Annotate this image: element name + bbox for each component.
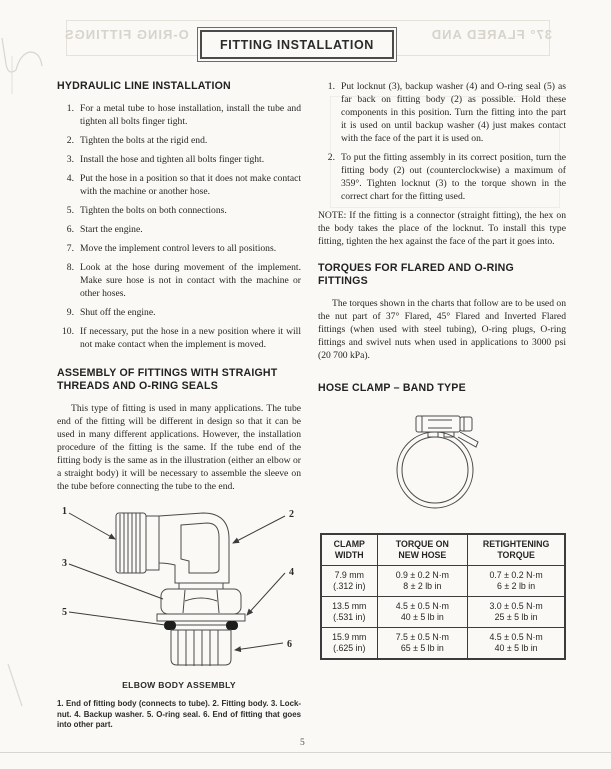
cell-line: 15.9 mm [332,632,367,642]
table-row [321,597,565,628]
callout-4: 4 [289,567,294,578]
step-text: Install the hose and tighten all bolts finger tight. [80,154,265,165]
cell-retightening-torque [468,566,565,597]
step-number: 5. [66,205,74,216]
scan-bottom-edge [0,752,611,753]
step-number: 7. [66,243,74,254]
list-item [57,204,301,217]
cell-clamp-width [321,566,377,597]
step-text: Move the implement control levers to all positions. [80,243,277,254]
clamp-screw-housing [416,416,478,447]
step-text: Tighten the bolts on both connections. [80,205,227,216]
cell-line: 3.0 ± 0.5 N·m [489,601,543,611]
list-item [318,151,566,203]
hose-clamp-illustration [372,404,512,516]
list-item [57,325,301,351]
clamp-torque-table [320,533,566,660]
list-item [57,261,301,300]
callout-3: 3 [62,558,67,569]
bleed-fragment-right: 37° FLARED AND [430,27,552,42]
fitting-tube-end [116,513,159,573]
step-number: 10. [62,326,74,337]
cell-line: (.531 in) [333,612,366,622]
o-ring-seal [164,621,238,630]
step-number: 1. [327,81,335,92]
heading-torques-flared-oring: TORQUES FOR FLARED AND O-RING FITTINGS [318,262,514,287]
step-text: If necessary, put the hose in a new position where it will not make contact when the implement is moved. [80,326,301,350]
step-text: To put the fitting assembly in its correct position, turn the fitting body (2) out (counterclockwise) a maximum of 359°. Tighten locknut (3) to the torque shown in the correct chart for the fitting used. [341,152,566,202]
list-item [57,134,301,147]
cell-torque-new-hose [377,566,468,597]
cell-line: 7.9 mm [334,570,364,580]
left-column [57,80,301,731]
list-item [57,153,301,166]
header-line: RETIGHTENING [482,539,550,549]
step-number: 3. [66,154,74,165]
cell-line: 40 ± 5 lb in [494,643,538,653]
right-column [318,80,566,660]
scan-mark-bottom-left [4,662,28,708]
cell-torque-new-hose [377,597,468,628]
list-item [318,80,566,145]
fitting-body [159,513,229,583]
list-item [57,306,301,319]
cell-line: 25 ± 5 lb in [494,612,538,622]
cell-line: 0.9 ± 0.2 N·m [395,570,449,580]
step-number: 2. [327,152,335,163]
header-line: CLAMP [333,539,365,549]
elbow-figure [57,503,301,731]
assembly-paragraph: This type of fitting is used in many applications. The tube end of the fitting will be different in design so that it can be used in many different applications. However, the installation procedure of the fitting is the same. If the tube end of the fitting body is the same as in the illustration (either an elbow or a straight body) it will be necessary to assemble the sleeve on the tube before connecting the tube to the end. [57,403,301,492]
cell-line: 7.5 ± 0.5 N·m [395,632,449,642]
cell-clamp-width [321,597,377,628]
cell-line: 65 ± 5 lb in [400,643,444,653]
step-number: 6. [66,224,74,235]
torques-paragraph: The torques shown in the charts that follow are to be used on the nut part of 37° Flared, 45° Flared and Inverted Flared fittings (when used with steel tubing), O-ring plugs, O-ring fittings and swivel nuts when used in applications to 3000 psi (20 700 kPa). [318,298,566,361]
callout-6: 6 [287,639,292,650]
cell-retightening-torque [468,597,565,628]
list-item [57,223,301,236]
callout-2: 2 [289,509,294,520]
col-header-retightening-torque [468,534,565,566]
cell-line: 4.5 ± 0.5 N·m [489,632,543,642]
cell-line: (.625 in) [333,643,366,653]
cell-line: 4.5 ± 0.5 N·m [395,601,449,611]
fitting-threaded-end [171,630,231,666]
step-number: 4. [66,173,74,184]
cell-torque-new-hose [377,628,468,660]
cell-line: 40 ± 5 lb in [400,612,444,622]
step-text: For a metal tube to hose installation, install the tube and tighten all bolts finger tight. [80,103,301,127]
step-number: 2. [66,135,74,146]
header-line: WIDTH [334,550,364,560]
page-title-box [197,27,397,62]
header-line: NEW HOSE [398,550,447,560]
callout-1: 1 [62,506,67,517]
header-line: TORQUE ON [395,539,449,549]
elbow-assembly-illustration [57,503,301,671]
fitting-neck [179,583,223,589]
cell-line: 0.7 ± 0.2 N·m [489,570,543,580]
hydraulic-steps-list [57,102,301,351]
heading-hydraulic-line-installation: HYDRAULIC LINE INSTALLATION [57,80,231,92]
hose-clamp-figure [318,404,566,521]
cell-clamp-width [321,628,377,660]
cell-line: 8 ± 2 lb in [403,581,442,591]
locknut [161,589,241,614]
table-row [321,628,565,660]
step-number: 8. [66,262,74,273]
table-row [321,566,565,597]
page-title: FITTING INSTALLATION [200,30,394,59]
scan-mark-top-left [0,36,46,96]
header-line: TORQUE [497,550,535,560]
figure-caption: ELBOW BODY ASSEMBLY [122,680,236,690]
list-item [57,242,301,255]
step-text: Shut off the engine. [80,307,156,318]
note-paragraph: NOTE: If the fitting is a connector (straight fitting), the hex on the body takes the place of the locknut. To install this type fitting, tighten the hex against the face of the part it goes into. [318,210,566,247]
heading-hose-clamp-band-type: HOSE CLAMP – BAND TYPE [318,382,466,394]
cell-line: 13.5 mm [332,601,367,611]
step-text: Put locknut (3), backup washer (4) and O-ring seal (5) as far back on fitting body (2) as possible. Hold these components in this position. Turn the fitting into the part it is used on until backup washer (4) just makes contact with the face of the part it is used on. [341,81,566,144]
step-number: 9. [66,307,74,318]
step-text: Look at the hose during movement of the implement. Make sure hose is not in contact with the machine or other hoses. [80,262,301,299]
page-number: 5 [300,738,305,748]
heading-assembly-straight-threads: ASSEMBLY OF FITTINGS WITH STRAIGHT THREADS AND O-RING SEALS [57,367,278,392]
step-text: Start the engine. [80,224,143,235]
step-text: Put the hose in a position so that it does not make contact with the machine or another hose. [80,173,301,197]
step-text: Tighten the bolts at the rigid end. [80,135,208,146]
list-item [57,102,301,128]
step-number: 1. [66,103,74,114]
callout-leaders [69,513,285,650]
fitting-steps-list [318,80,566,203]
list-item [57,172,301,198]
cell-line: (.312 in) [333,581,366,591]
col-header-torque-new-hose [377,534,468,566]
callout-5: 5 [62,607,67,618]
bleed-fragment-left: O-RING FITTINGS [64,27,189,42]
table-header-row [321,534,565,566]
col-header-clamp-width [321,534,377,566]
cell-retightening-torque [468,628,565,660]
backup-washer [157,614,245,621]
figure-legend: 1. End of fitting body (connects to tube). 2. Fitting body. 3. Locknut. 4. Backup washer. 5. O-ring seal. 6. End of fitting that goes into other part. [57,699,301,729]
cell-line: 6 ± 2 lb in [497,581,536,591]
